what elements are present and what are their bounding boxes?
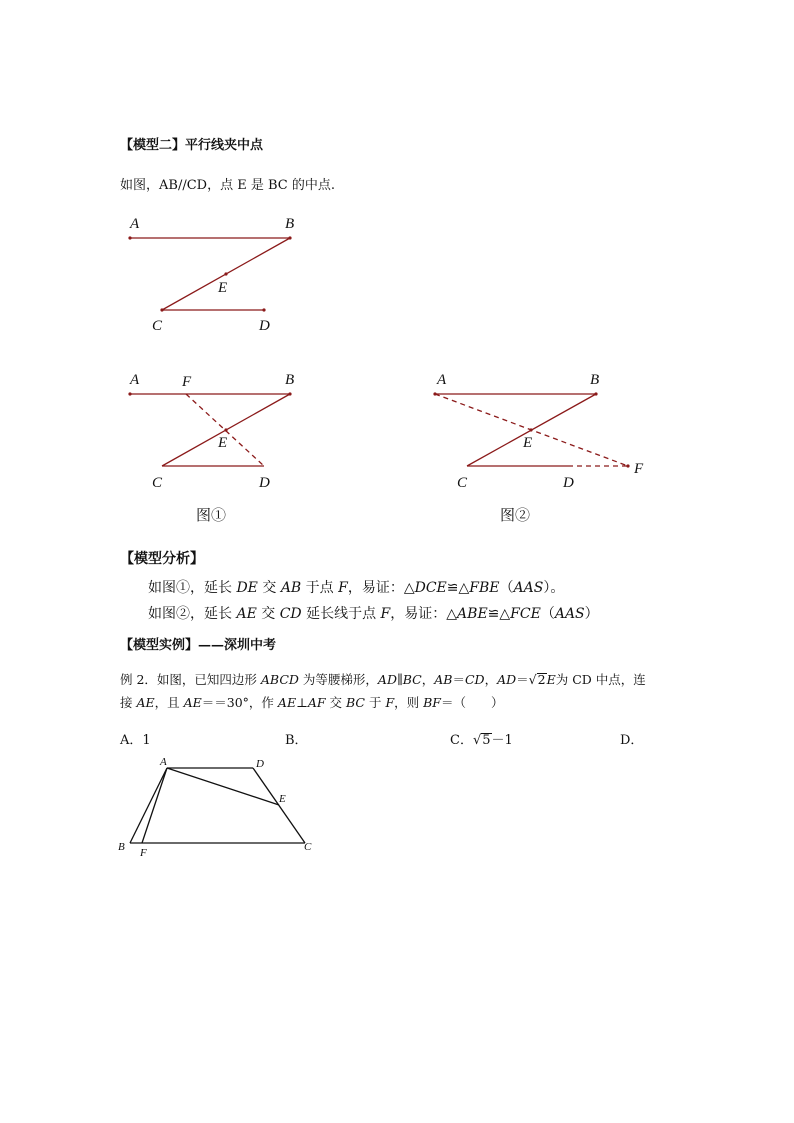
point-e — [224, 272, 227, 275]
label-b: B — [285, 216, 295, 232]
fig1-label-f: F — [182, 374, 192, 390]
figure1-caption: 图① — [196, 506, 227, 524]
option-b: B． — [285, 733, 308, 748]
fig1-label-b: B — [285, 372, 295, 388]
fig1-point-b — [288, 392, 291, 395]
fig2-point-e — [529, 428, 532, 431]
fig1-label-a: A — [130, 372, 140, 388]
fig2-point-f — [626, 464, 629, 467]
label-d: D — [259, 318, 270, 334]
fig1-label-e: E — [218, 435, 228, 451]
trap-label-a: A — [160, 756, 167, 768]
analysis-line-1: 如图①，延长 DE 交 AB 于点 F，易证：△DCE≌△FBE（AAS）。 — [148, 580, 565, 596]
trap-segment-dc — [253, 768, 305, 843]
figure2-caption: 图② — [500, 506, 531, 524]
fig1-label-c: C — [152, 475, 163, 491]
fig2-label-f: F — [634, 461, 644, 477]
option-a: A．1 — [120, 733, 151, 748]
example-heading: 【模型实例】——深圳中考 — [120, 638, 277, 653]
label-e: E — [218, 280, 228, 296]
trap-label-c: C — [304, 841, 312, 853]
fig1-point-a — [128, 392, 131, 395]
trap-label-b: B — [118, 841, 125, 853]
label-a: A — [130, 216, 140, 232]
trap-label-d: D — [256, 758, 264, 770]
intro-text: 如图，AB//CD，点 E 是 BC 的中点. — [120, 178, 335, 193]
analysis-heading: 【模型分析】 — [120, 551, 204, 567]
trap-segment-ae — [167, 768, 279, 805]
fig2-label-a: A — [437, 372, 447, 388]
fig1-point-e — [224, 428, 227, 431]
fig2-point-b — [594, 392, 597, 395]
point-c — [160, 308, 163, 311]
trap-segment-ab — [130, 768, 167, 843]
point-b — [288, 236, 291, 239]
fig2-label-d: D — [563, 475, 574, 491]
fig2-point-a — [433, 392, 436, 395]
fig2-label-c: C — [457, 475, 468, 491]
fig2-label-e: E — [523, 435, 533, 451]
analysis-line-2: 如图②，延长 AE 交 CD 延长线于点 F，易证：△ABE≌△FCE（AAS） — [148, 606, 599, 622]
label-c: C — [152, 318, 163, 334]
fig1-label-d: D — [259, 475, 270, 491]
trap-segment-af — [142, 768, 167, 843]
example-line-2: 接 AE，且 AE＝＝30°，作 AE⊥AF 交 BC 于 F，则 BF＝（ ） — [120, 695, 504, 710]
point-a — [128, 236, 131, 239]
trap-label-e: E — [279, 793, 286, 805]
section-heading: 【模型二】平行线夹中点 — [120, 138, 264, 153]
option-c: C．√5－1 — [450, 733, 513, 748]
point-d — [262, 308, 265, 311]
fig2-label-b: B — [590, 372, 600, 388]
option-d: D． — [620, 733, 644, 748]
trap-label-f: F — [140, 847, 147, 859]
example-line-1: 例 2．如图，已知四边形 ABCD 为等腰梯形，AD∥BC，AB＝CD，AD＝√2E为 CD 中点，连 — [120, 672, 646, 687]
